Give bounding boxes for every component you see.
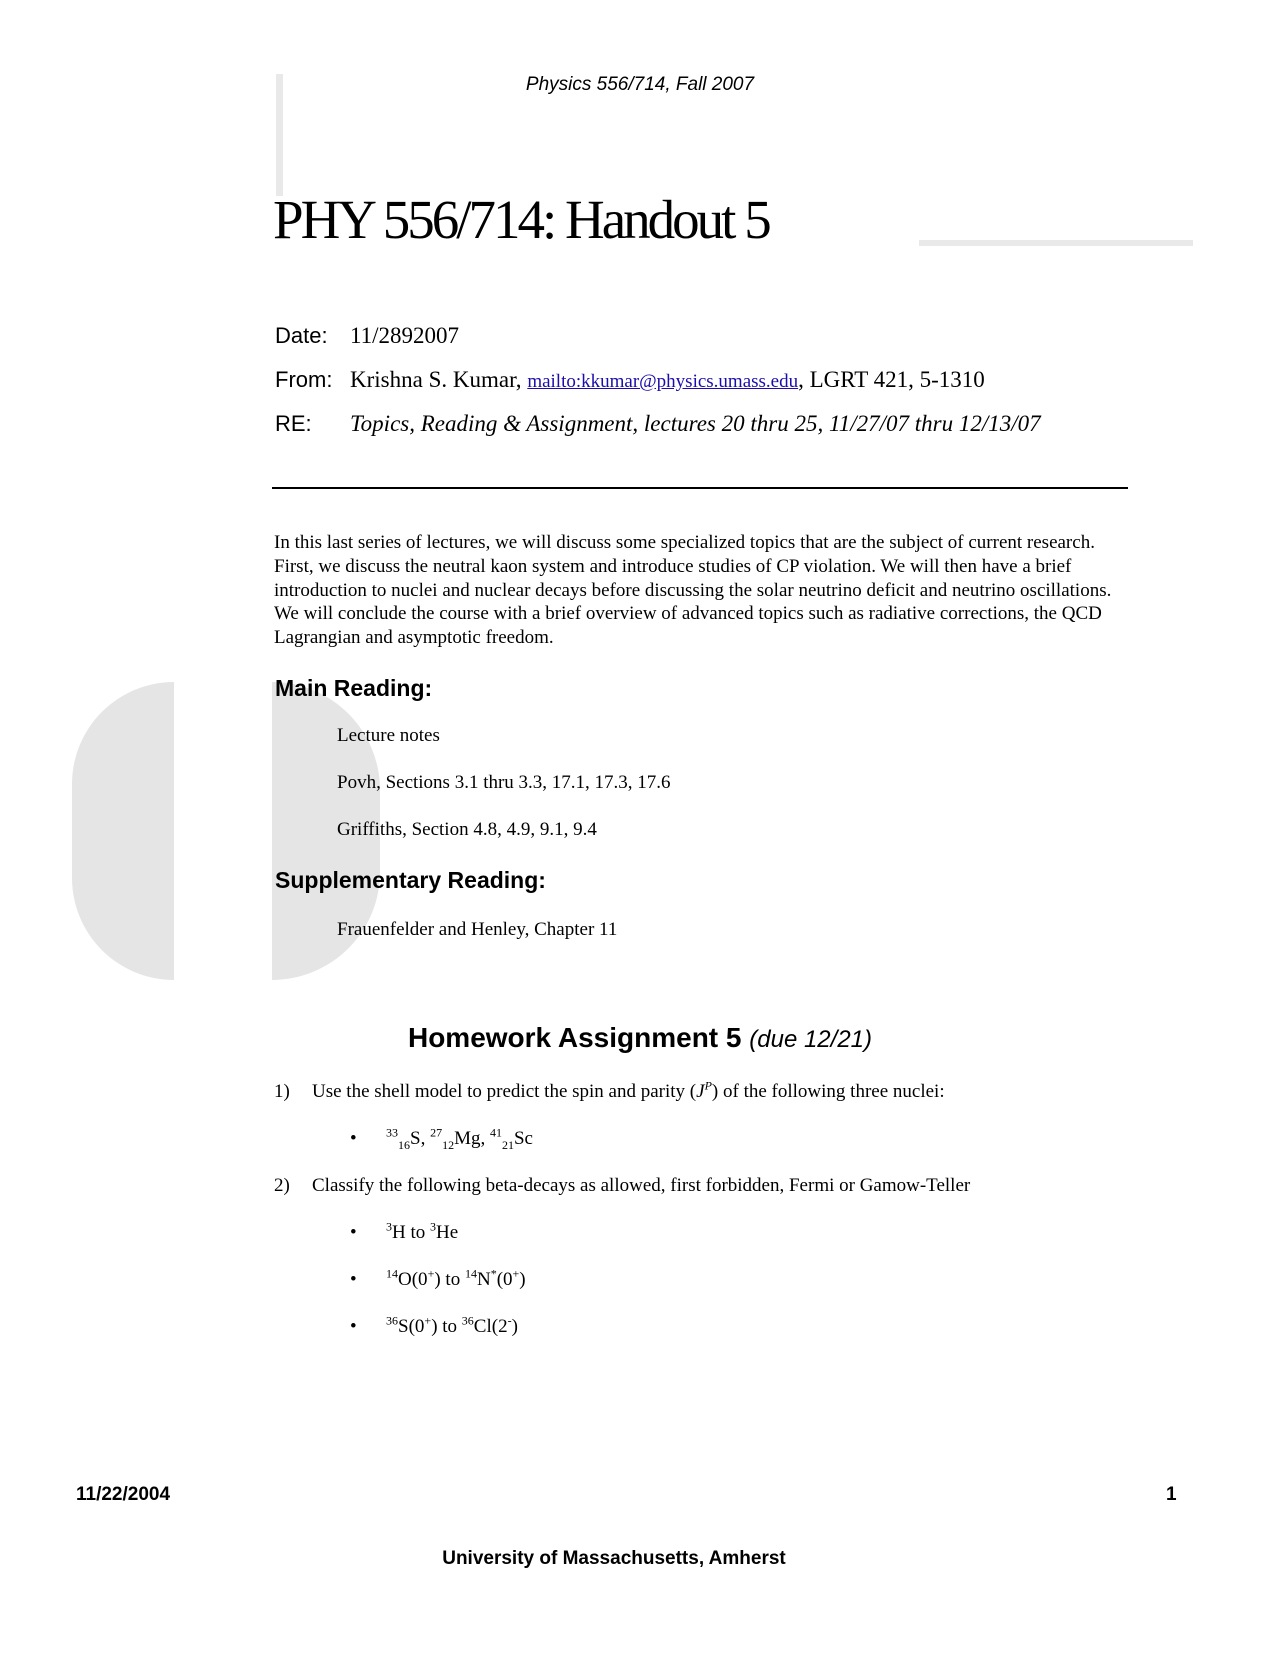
main-reading-item: Griffiths, Section 4.8, 4.9, 9.1, 9.4 bbox=[337, 819, 597, 840]
page-number: 1 bbox=[1166, 1484, 1177, 1505]
page-title: PHY 556/714: Handout 5 bbox=[273, 189, 769, 250]
running-header: Physics 556/714, Fall 2007 bbox=[525, 74, 755, 95]
email-link[interactable]: mailto:kkumar@physics.umass.edu bbox=[527, 371, 799, 392]
re-label: RE: bbox=[275, 411, 312, 436]
bullet-icon: • bbox=[350, 1128, 357, 1149]
question-text-part: Use the shell model to predict the spin and parity ( bbox=[312, 1081, 697, 1102]
from-office: , LGRT 421, 5-1310 bbox=[798, 367, 985, 392]
decay-item: $^{14}$O(0+) to $^{14}$N*(0+) bbox=[386, 1266, 526, 1290]
decay-item: $^3$H to $^3$He bbox=[386, 1219, 459, 1243]
main-reading-item: Povh, Sections 3.1 thru 3.3, 17.1, 17.3, 17.6 bbox=[337, 772, 671, 793]
footer-institution: University of Massachusetts, Amherst bbox=[442, 1548, 786, 1569]
nuclei-list: $^{33}_{16}$S, $^{27}_{12}$Mg, $^{41}_{21}$Sc bbox=[386, 1125, 533, 1152]
supplementary-reading-item: Frauenfelder and Henley, Chapter 11 bbox=[337, 919, 618, 940]
from-name: Krishna S. Kumar, bbox=[350, 367, 528, 392]
re-row bbox=[275, 411, 1041, 437]
from-label: From: bbox=[275, 367, 333, 392]
question-number: 2) bbox=[274, 1175, 290, 1196]
question-text: Classify the following beta-decays as allowed, first forbidden, Fermi or Gamow-Teller bbox=[312, 1175, 971, 1196]
decorative-left-half-circle bbox=[72, 682, 174, 980]
intro-paragraph: In this last series of lectures, we will discuss some specialized topics that are the subject of current research. First, we discuss the neutral kaon system and introduce studies of CP violation. We will then have a brief introduction to nuclei and nuclear decays before discussing the solar neutrino deficit and neutrino oscillations. We will conclude the course with a brief overview of advanced topics such as radiative corrections, the QCD Lagrangian and asymptotic freedom. bbox=[274, 532, 1112, 649]
re-value: Topics, Reading & Assignment, lectures 20 thru 25, 11/27/07 thru 12/13/07 bbox=[350, 411, 1041, 436]
main-reading-heading: Main Reading: bbox=[275, 675, 433, 701]
bullet-icon: • bbox=[350, 1222, 357, 1243]
footer-date: 11/22/2004 bbox=[76, 1484, 171, 1505]
homework-title: Homework Assignment 5 bbox=[407, 1022, 742, 1053]
homework-due-date: (due 12/21) bbox=[749, 1026, 873, 1053]
date-label: Date: bbox=[275, 323, 328, 348]
question-number: 1) bbox=[274, 1081, 290, 1102]
bullet-icon: • bbox=[350, 1269, 357, 1290]
main-reading-item: Lecture notes bbox=[337, 725, 440, 746]
decorative-horizontal-bar bbox=[919, 240, 1193, 246]
jp-symbol: J bbox=[696, 1081, 705, 1102]
supplementary-reading-heading: Supplementary Reading: bbox=[275, 867, 546, 893]
jp-superscript: P bbox=[704, 1078, 712, 1093]
from-row bbox=[275, 367, 985, 393]
homework-heading bbox=[0, 1022, 1280, 1054]
horizontal-rule bbox=[272, 487, 1128, 489]
question-text bbox=[312, 1078, 945, 1103]
date-row bbox=[275, 323, 459, 349]
date-value: 11/2892007 bbox=[350, 323, 460, 348]
question-text-part: ) of the following three nuclei: bbox=[711, 1081, 945, 1102]
bullet-icon: • bbox=[350, 1316, 357, 1337]
decay-item: $^{36}$S(0+) to $^{36}$Cl(2-) bbox=[386, 1313, 518, 1337]
